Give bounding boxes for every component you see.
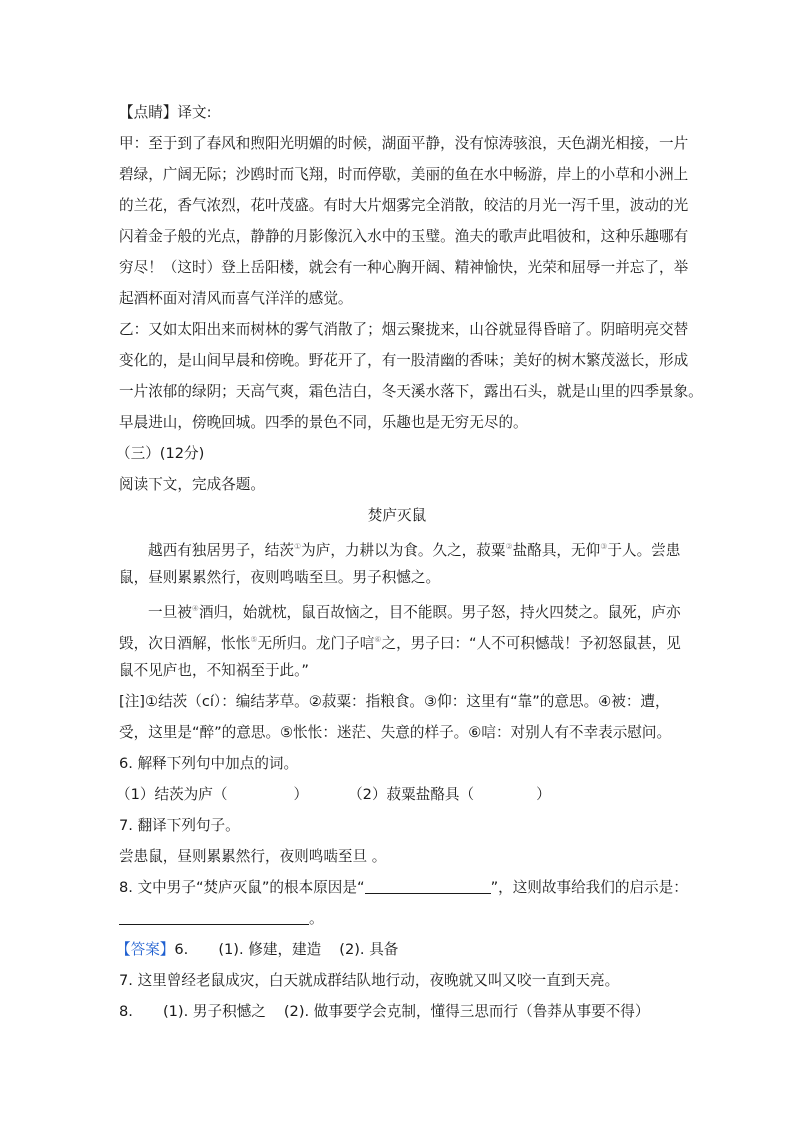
note-marker: ②: [505, 542, 513, 551]
yi-line-1: 乙：又如太阳出来而树林的雾气消散了；烟云聚拢来，山谷就显得昏暗了。阴暗明亮交替: [119, 321, 689, 338]
passage-line-5: 鼠不见庐也，不知祸至于此。”: [119, 662, 309, 679]
passage-line-4: 毁，次日酒解，怅怅⑤无所归。龙门子唁⑥之，男子曰：“人不可积憾哉！予初怒鼠甚，见: [119, 635, 681, 652]
section-heading: （三）(12分): [116, 445, 205, 462]
dianjing-rest: 译文:: [177, 104, 212, 121]
question-7-stem: 7. 翻译下列句子。: [119, 817, 240, 834]
jia-line-6: 起酒杯面对清风而喜气洋洋的感觉。: [119, 290, 353, 307]
jia-line-3: 的兰花，香气浓烈，花叶茂盛。有时大片烟雾完全消散，皎洁的月光一泻千里，波动的光: [119, 197, 689, 214]
notes-line-1: [注]①结茨（cí）：编结茅草。②菽粟：指粮食。③仰：这里有“靠”的意思。④被：遭，: [119, 693, 670, 710]
answer-6: 【答案】6. (1). 修建，建造 (2). 具备: [116, 941, 399, 958]
answer-blank: [119, 924, 309, 925]
yi-line-3: 一片浓郁的绿阴；天高气爽，霜色洁白，冬天溪水落下，露出石头，就是山里的四季景象。: [119, 383, 703, 400]
q6-item-1: （1）结茨为庐（: [116, 786, 228, 803]
jia-line-2: 碧绿，广阔无际；沙鸥时而飞翔，时而停歇，美丽的鱼在水中畅游，岸上的小草和小洲上: [119, 166, 689, 183]
yi-line-4: 早晨进山，傍晚回城。四季的景色不同，乐趣也是无穷无尽的。: [119, 414, 528, 431]
passage-line-1: 越西有独居男子，结茨①为庐，力耕以为食。久之，菽粟②盐酪具，无仰③于人。尝患: [148, 542, 681, 559]
answer-7: 7. 这里曾经老鼠成灾，白天就成群结队地行动，夜晚就又叫又咬一直到天亮。: [119, 972, 620, 989]
jia-line-5: 穷尽！（这时）登上岳阳楼，就会有一种心胸开阔、精神愉快，光荣和屈辱一并忘了，举: [119, 259, 689, 276]
question-7-sentence: 尝患鼠，昼则累累然行，夜则鸣啮至旦 。: [119, 848, 387, 865]
note-marker: ③: [600, 542, 608, 551]
jia-line-4: 闪着金子般的光点，静静的月影像沉入水中的玉璧。渔夫的歌声此唱彼和，这种乐趣哪有: [119, 228, 689, 245]
instruction: 阅读下文，完成各题。: [119, 476, 265, 493]
passage-title: 焚庐灭鼠: [367, 507, 427, 524]
q6-item-2: （2）菽粟盐酪具（: [348, 786, 475, 803]
question-6-stem: 6. 解释下列句中加点的词。: [119, 755, 299, 772]
answer-8: 8. (1). 男子积憾之 (2). 做事要学会克制，懂得三思而行（鲁莽从事要不得）: [119, 1003, 650, 1020]
notes-line-2: 受，这里是“醉”的意思。⑤怅怅：迷茫、失意的样子。⑥唁：对别人有不幸表示慰问。: [119, 724, 672, 741]
answer-label: 【答案】: [116, 941, 175, 958]
jia-line-1: 甲：至于到了春风和煦阳光明媚的时候，湖面平静，没有惊涛骇浪，天色湖光相接，一片: [119, 135, 689, 152]
dianjing-tag: 【点睛】: [119, 104, 178, 121]
question-6-items: （1）结茨为庐（ ） （2）菽粟盐酪具（ ）: [116, 786, 551, 803]
answer-blank: [365, 893, 491, 894]
note-marker: ④: [191, 604, 199, 613]
passage-line-3: 一旦被④酒归，始就枕，鼠百故恼之，目不能瞑。男子怒，持火四焚之。鼠死，庐亦: [148, 604, 681, 621]
passage-line-2: 鼠，昼则累累然行，夜则鸣啮至旦。男子积憾之。: [119, 569, 441, 586]
dianjing-heading: [119, 103, 212, 123]
question-8-cont: 。: [119, 909, 324, 929]
note-marker: ①: [293, 542, 302, 551]
question-8: 8. 文中男子“焚庐灭鼠”的根本原因是“ ”，这则故事给我们的启示是：: [119, 879, 688, 896]
note-marker: ⑤: [250, 635, 258, 644]
yi-line-2: 变化的，是山间早晨和傍晚。野花开了，有一股清幽的香味；美好的树木繁茂滋长，形成: [119, 352, 689, 369]
note-marker: ⑥: [374, 635, 382, 644]
